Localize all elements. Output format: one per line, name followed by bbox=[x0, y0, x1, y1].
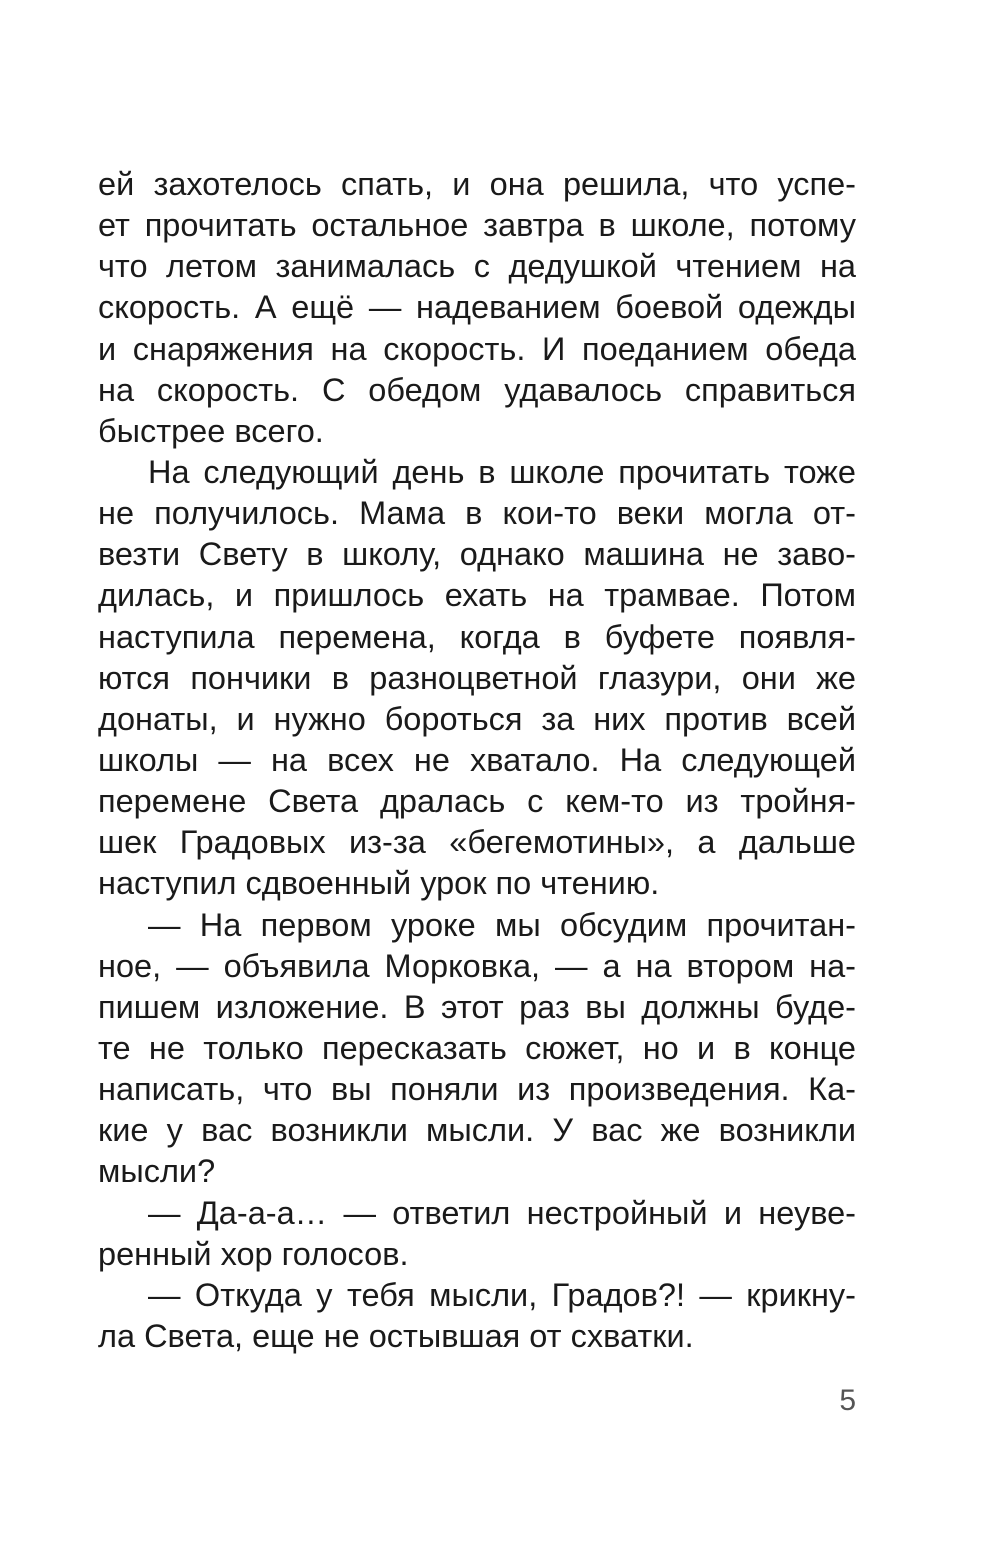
text-line: ются пончики в разноцветной глазури, они же bbox=[98, 659, 856, 696]
text-line: — Да-а-а… — ответил нестройный и неуве- bbox=[148, 1194, 856, 1231]
text-line: скорость. А ещё — надеванием боевой одежды bbox=[98, 289, 856, 326]
page-number: 5 bbox=[839, 1384, 856, 1417]
text-line: шек Градовых из-за «бегемотины», а дальше bbox=[98, 824, 856, 861]
text-line: ла Света, еще не остывшая от схватки. bbox=[98, 1317, 694, 1354]
text-line: наступил сдвоенный урок по чтению. bbox=[98, 865, 660, 902]
text-line: дилась, и пришлось ехать на трамвае. Потом bbox=[98, 577, 856, 614]
text-line: быстрее всего. bbox=[98, 412, 324, 449]
text-line: и снаряжения на скорость. И поеданием обеда bbox=[98, 330, 856, 367]
text-line: кие у вас возникли мысли. У вас же возникли bbox=[98, 1112, 856, 1149]
text-line: ет прочитать остальное завтра в школе, потому bbox=[98, 207, 856, 244]
text-line: — Откуда у тебя мысли, Градов?! — крикну- bbox=[148, 1276, 856, 1313]
text-line: донаты, и нужно бороться за них против всей bbox=[98, 700, 856, 737]
text-line: ренный хор голосов. bbox=[98, 1235, 409, 1272]
text-line: школы — на всех не хватало. На следующей bbox=[98, 741, 856, 778]
text-line: На следующий день в школе прочитать тоже bbox=[148, 453, 856, 490]
text-line: везти Свету в школу, однако машина не заво- bbox=[98, 536, 856, 573]
text-line: наступила перемена, когда в буфете появля- bbox=[98, 618, 856, 655]
text-line: пишем изложение. В этот раз вы должны буде- bbox=[98, 988, 856, 1025]
text-line: не получилось. Мама в кои-то веки могла от- bbox=[98, 495, 856, 532]
text-line: мысли? bbox=[98, 1153, 216, 1190]
text-line: что летом занималась с дедушкой чтением на bbox=[98, 248, 856, 285]
body-text bbox=[98, 164, 856, 1357]
text-line: — На первом уроке мы обсудим прочитан- bbox=[148, 906, 856, 943]
text-line: на скорость. С обедом удавалось справиться bbox=[98, 371, 856, 408]
text-line: перемене Света дралась с кем-то из тройня- bbox=[98, 783, 856, 820]
text-line: те не только пересказать сюжет, но и в конце bbox=[98, 1029, 856, 1066]
text-line: ей захотелось спать, и она решила, что успе- bbox=[98, 166, 856, 202]
text-line: написать, что вы поняли из произведения. Ка- bbox=[98, 1071, 856, 1108]
text-line: ное, — объявила Морковка, — а на втором на- bbox=[98, 947, 856, 984]
